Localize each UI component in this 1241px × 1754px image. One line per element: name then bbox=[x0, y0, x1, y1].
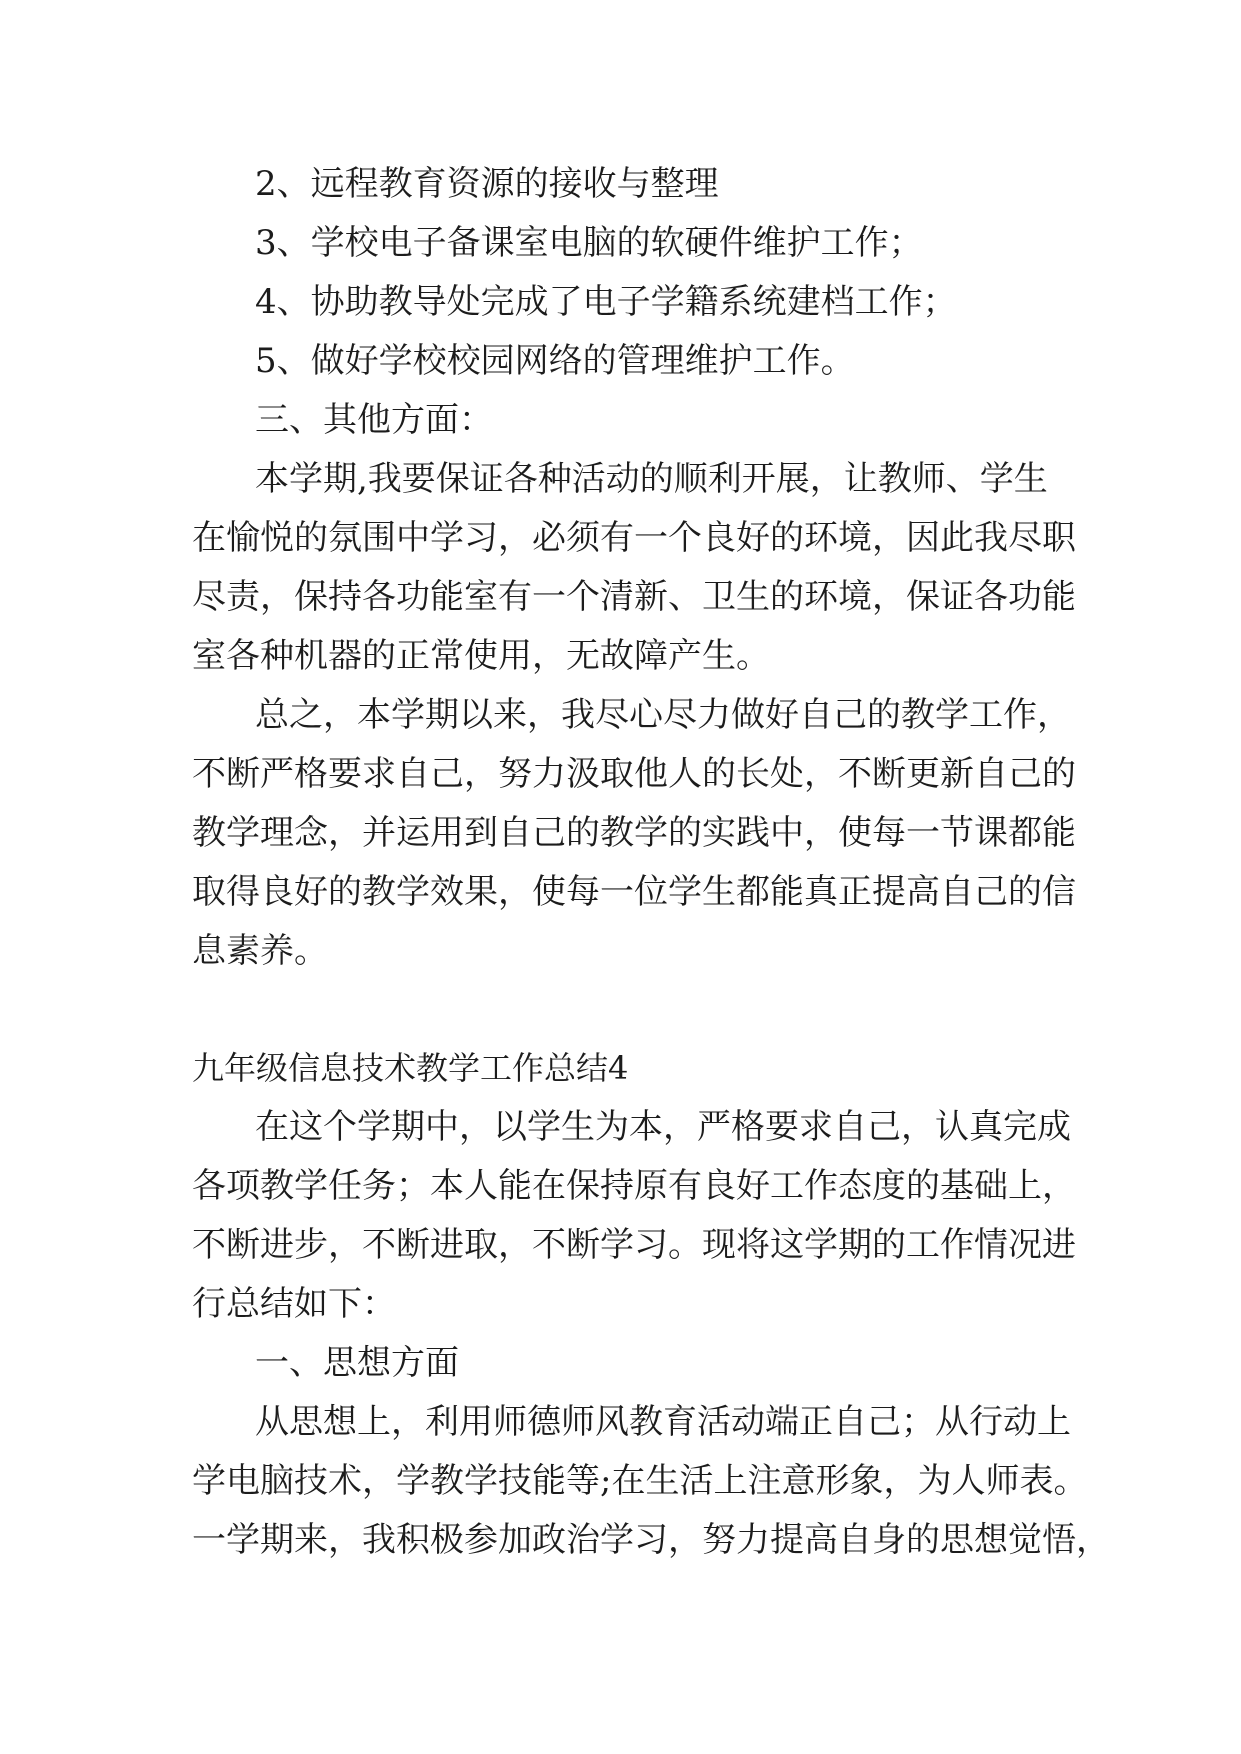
paragraph-line: 室各种机器的正常使用，无故障产生。 bbox=[192, 636, 770, 676]
list-item-2: 2、远程教育资源的接收与整理 bbox=[255, 164, 719, 204]
section-heading-other: 三、其他方面： bbox=[255, 400, 493, 440]
paragraph-line: 总之，本学期以来，我尽心尽力做好自己的教学工作， bbox=[255, 695, 1071, 735]
paragraph-line: 不断进步，不断进取，不断学习。现将这学期的工作情况进 bbox=[192, 1225, 1076, 1265]
paragraph-line: 不断严格要求自己，努力汲取他人的长处，不断更新自己的 bbox=[192, 754, 1076, 794]
list-item-5: 5、做好学校校园网络的管理维护工作。 bbox=[255, 341, 855, 381]
paragraph-line: 取得良好的教学效果，使每一位学生都能真正提高自己的信 bbox=[192, 872, 1076, 912]
paragraph-line: 息素养。 bbox=[192, 931, 328, 971]
paragraph-line: 本学期,我要保证各种活动的顺利开展，让教师、学生 bbox=[255, 459, 1048, 499]
paragraph-line: 一学期来，我积极参加政治学习，努力提高自身的思想觉悟， bbox=[192, 1520, 1110, 1560]
list-item-3: 3、学校电子备课室电脑的软硬件维护工作； bbox=[255, 223, 923, 263]
paragraph-line: 各项教学任务；本人能在保持原有良好工作态度的基础上， bbox=[192, 1166, 1076, 1206]
paragraph-line: 尽责，保持各功能室有一个清新、卫生的环境，保证各功能 bbox=[192, 577, 1076, 617]
section-heading-thought: 一、思想方面 bbox=[255, 1343, 459, 1383]
paragraph-line: 在愉悦的氛围中学习，必须有一个良好的环境，因此我尽职 bbox=[192, 518, 1076, 558]
paragraph-line: 从思想上，利用师德师风教育活动端正自己；从行动上 bbox=[255, 1402, 1071, 1442]
paragraph-line: 教学理念，并运用到自己的教学的实践中，使每一节课都能 bbox=[192, 813, 1076, 853]
list-item-4: 4、协助教导处完成了电子学籍系统建档工作； bbox=[255, 282, 957, 322]
paragraph-line: 学电脑技术，学教学技能等;在生活上注意形象，为人师表。 bbox=[192, 1461, 1088, 1501]
paragraph-line: 在这个学期中，以学生为本，严格要求自己，认真完成 bbox=[255, 1107, 1071, 1147]
paragraph-line: 行总结如下： bbox=[192, 1284, 396, 1324]
section-title: 九年级信息技术教学工作总结4 bbox=[192, 1049, 629, 1087]
